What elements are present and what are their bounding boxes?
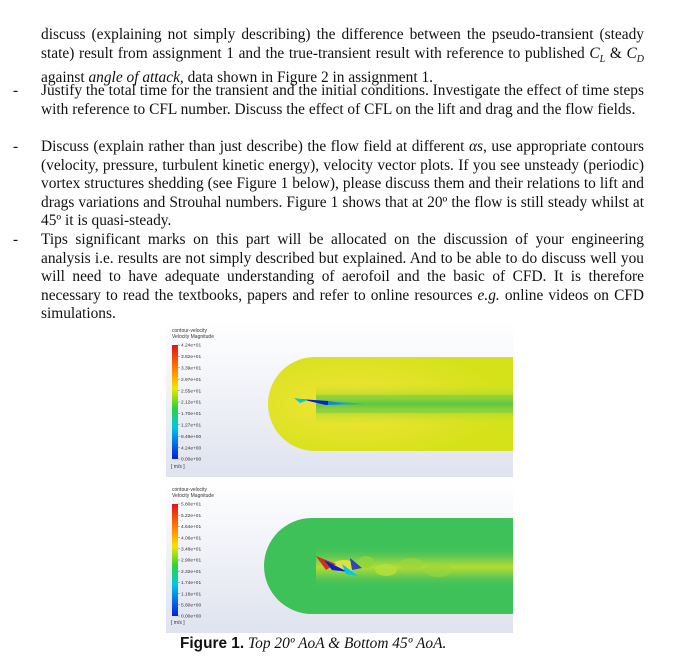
colorbar-tick-label: 2.90e+01: [181, 558, 202, 564]
legend-title-1-bottom: contour-velocity: [172, 487, 208, 493]
colorbar-tick-label: 2.55e+01: [181, 389, 202, 395]
colorbar-tick-label: 1.74e+01: [181, 581, 202, 587]
colorbar-tick-label: 0.00e+00: [181, 614, 202, 620]
contour-plot-bottom: [166, 480, 513, 633]
bullet-3-post: online videos on CFD simulations.: [41, 286, 645, 323]
colorbar-bottom: [172, 504, 178, 616]
bullet-2: [41, 138, 644, 231]
bullet-dash-2: -: [13, 138, 19, 155]
colorbar-tick-label: 1.70e+01: [181, 412, 202, 418]
legend-title-2-top: Velocity Magnitude: [172, 334, 214, 340]
bullet-dash-3: -: [13, 231, 19, 248]
intro-rest: data shown in Figure 2 in assignment 1.: [183, 69, 433, 87]
legend-title-2-bottom: Velocity Magnitude: [172, 493, 214, 499]
bullet-3-pre: Tips significant marks on this part will be allocated on the discussion of your engineering analysis i.e. results are not simply described but explained. And to be able to do discuss well you will need to have adequate understanding of aerofoil and the basic of CFD. It is therefore necessary to read the textbooks, papers and refer to online resources: [41, 231, 644, 304]
unit-top: [ m/s ]: [171, 464, 185, 470]
colorbar-tick-label: 4.06e+01: [181, 536, 202, 542]
angle-of-attack-text: angle of attack,: [88, 69, 184, 87]
cd-symbol: $C_D$: [626, 44, 644, 65]
intro-line: discuss (explaining not simply describing) the difference between the pseudo-transient (steady state) result from assignment 1 and the true-transient result with reference to published: [41, 26, 644, 62]
bullet-1: [41, 82, 644, 119]
against-text: against: [41, 69, 89, 87]
colorbar-tick-label: 5.80e+00: [181, 603, 202, 609]
colorbar-tick-label: 2.32e+01: [181, 569, 202, 575]
figure-caption-text: Top 20º AoA & Bottom 45º AoA.: [244, 635, 447, 652]
bullet-3: [41, 231, 644, 324]
colorbar-tick-label: 0.00e+00: [181, 457, 202, 463]
eg-text: e.g.: [477, 286, 500, 304]
colorbar-tick-label: 8.49e+00: [181, 434, 202, 440]
colorbar-tick-label: 3.82e+01: [181, 355, 202, 361]
colorbar-tick-label: 1.27e+01: [181, 423, 202, 429]
colorbar-tick-label: 5.80e+01: [181, 502, 202, 508]
figure-top-contour: [166, 321, 513, 477]
cl-symbol: $C_L$: [589, 44, 606, 65]
intro-paragraph: [41, 26, 644, 88]
unit-bottom: [ m/s ]: [171, 620, 185, 626]
colorbar-tick-label: 2.97e+01: [181, 377, 202, 383]
colorbar-tick-label: 1.16e+01: [181, 592, 202, 598]
colorbar-tick-label: 5.22e+01: [181, 513, 202, 519]
colorbar-tick-label: 4.24e+01: [181, 343, 202, 349]
amp: &: [605, 44, 627, 62]
bullet-2-post: , use appropriate contours (velocity, pressure, turbulent kinetic energy), velocity vector plots. If you see unsteady (periodic) vortex structures shedding (see Figure 1 below), please discuss them and their relations to lift and drags variations and Strouhal numbers. Figure 1 shows that at 20º the flow is still steady whilst at 45º it is quasi-steady.: [41, 138, 644, 230]
colorbar-top: [172, 345, 178, 459]
colorbar-tick-label: 3.39e+01: [181, 366, 202, 372]
colorbar-tick-label: 3.48e+01: [181, 547, 202, 553]
figure-label: Figure 1.: [180, 635, 245, 652]
bullet-dash-1: -: [13, 82, 19, 99]
alpha-symbol: αs: [468, 138, 484, 155]
figure-bottom-contour: [166, 480, 513, 633]
figure-caption: [180, 635, 446, 653]
colorbar-tick-label: 4.64e+01: [181, 525, 202, 531]
colorbar-tick-label: 4.24e+00: [181, 446, 202, 452]
bullet-1-text: Justify the total time for the transient and the initial conditions. Investigate the effect of time steps with reference to CFL number. Discuss the effect of CFL on the lift and drag and the flow fields.: [41, 82, 644, 118]
legend-title-1-top: contour-velocity: [172, 328, 208, 334]
contour-plot-top: [166, 321, 513, 477]
colorbar-tick-label: 2.12e+01: [181, 400, 202, 406]
bullet-2-pre: Discuss (explain rather than just describe) the flow field at different: [41, 138, 469, 155]
